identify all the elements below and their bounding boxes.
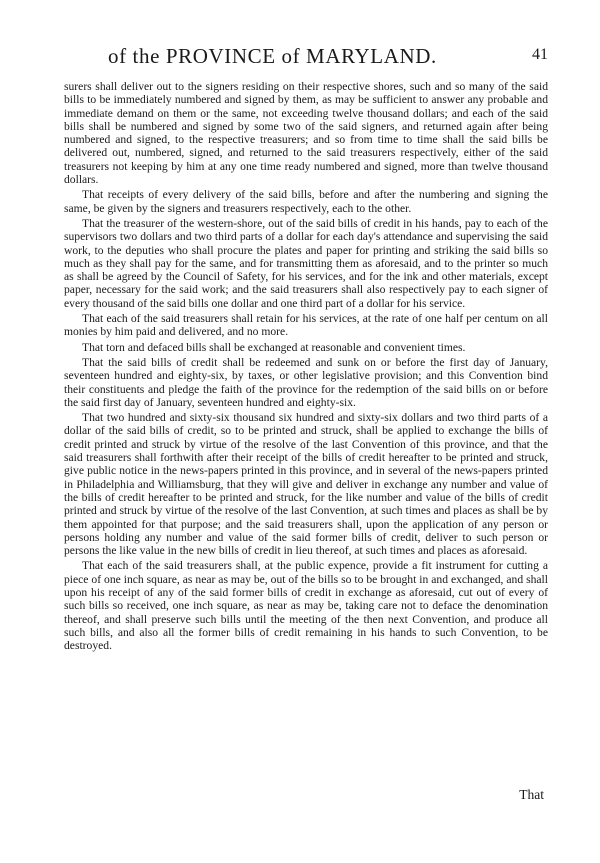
paragraph-western-shore-payments: That the treasurer of the western-shore, out of the said bills of credit in his hands, pay to each of the supervisors two dollars and two third parts of a dollar for each day's attendance and supervising the said work, to the deputies who shall procure the plates and paper for printing and striking the said bills so much as they shall pay for the same, and for transmitting them as aforesaid, and to the printer so much as shall be agreed by the Council of Safety, for his services, and for the ink and other materials, except paper, necessary for the said work; and the said treasurers shall also respectively pay to each signer of every thousand of the said bills one dollar and one third part of a dollar for his service. <box>64 216 548 310</box>
paragraph-exchange: That two hundred and sixty-six thousand six hundred and sixty-six dollars and two third parts of a dollar of the said bills of credit, so to be printed and struck, shall be applied to exchange the bills of credit printed and struck by virtue of the resolve of the last Convention of this province, and that the said treasurers shall forthwith after their receipt of the bills of credit hereafter to be printed and struck, give public notice in the news-papers printed in this province, and in several of the news-papers printed in Philadelphia and Williamsburg, that they will give and deliver in exchange any number and value of the bills of credit hereafter to be printed and struck, for the like number and value of the bills of credit printed and struck by virtue of the resolve of the last Convention, at such times and places as shall be by them appointed for that purpose; and the said treasurers shall, upon the application of any person or persons holding any number and value of the said former bills of credit, deliver to such person or persons the like value in the new bills of credit in lieu thereof, at such times and places as aforesaid. <box>64 411 548 558</box>
page-number: 41 <box>532 46 548 63</box>
running-title: of the PROVINCE of MARYLAND. <box>108 44 437 68</box>
paragraph-treasurer-commission: That each of the said treasurers shall retain for his services, at the rate of one half per centum on all monies by him paid and delivered, and no more. <box>64 312 548 339</box>
paragraph-cutting-instrument: That each of the said treasurers shall, at the public expence, provide a fit instrument for cutting a piece of one inch square, as near as may be, out of the bills so to be brought in and exchanged, and shall upon his receipt of any of the said former bills of credit in exchange as aforesaid, cut out of every of such bills so received, one inch square, as near as may be, taking care not to deface the denomination thereof, and shall preserve such bills until the meeting of the then next Convention, and produce all such bills, and also all the former bills of credit remaining in his hands to such Convention, to be destroyed. <box>64 559 548 653</box>
paragraph-redemption: That the said bills of credit shall be redeemed and sunk on or before the first day of January, seventeen hundred and eighty-six, by taxes, or other legislative provision; and this Convention bind their constituents and pledge the faith of the province for the redemption of the said bills on or before the said first day of January, seventeen hundred and eighty-six. <box>64 355 548 409</box>
catchword: That <box>519 787 544 802</box>
paragraph-receipts: That receipts of every delivery of the said bills, before and after the numbering and signing the same, be given by the signers and treasurers respectively, each to the other. <box>64 188 548 215</box>
paragraph-defaced-bills: That torn and defaced bills shall be exchanged at reasonable and convenient times. <box>82 340 466 354</box>
running-head <box>108 44 548 70</box>
body-text <box>64 80 548 654</box>
paragraph-signers-delivery: surers shall deliver out to the signers residing on their respective shores, such and so many of the said bills to be immediately numbered and signed by them, as may be sufficient to answer any probable and immediate demand on them or the same, not exceeding twelve thousand dollars; and each of the said bills shall be numbered and signed by some two of the said signers, and returned again after being numbered and signed, to the respective treasurers; and so from time to time shall the said bills be delivered out, numbered, signed, and returned to the said treasurers respectively, either of the said treasurers not keeping by him at any one time ready numbered and signed, more than twelve thousand dollars. <box>64 80 548 187</box>
